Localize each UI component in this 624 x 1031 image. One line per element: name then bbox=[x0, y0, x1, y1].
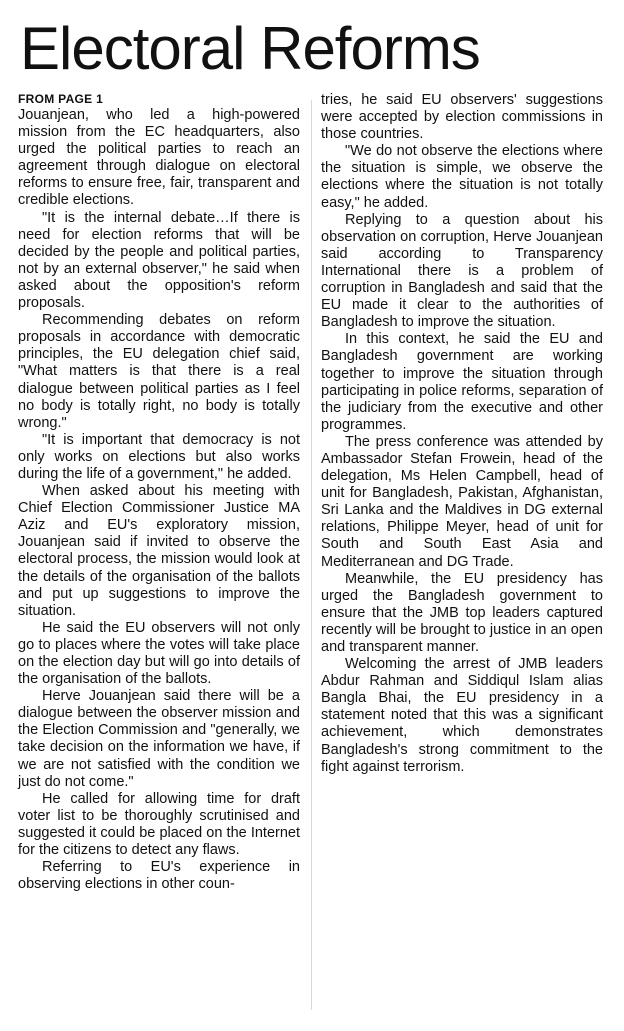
paragraph: He said the EU observers will not only go to places where the votes will take place on the election day but will go into details of the organisation of the ballots. bbox=[18, 619, 300, 688]
paragraph: "We do not observe the elections where the situation is simple, we observe the elections where the situation is not totally easy," he added. bbox=[321, 143, 603, 211]
paragraph: tries, he said EU observers' suggestions were accepted by election commissions in those countries. bbox=[321, 92, 603, 143]
paragraph: In this context, he said the EU and Bangladesh government are working together to improve the situation through participating in police reforms, separation of the judiciary from the executive and other programmes. bbox=[321, 331, 603, 433]
article-column-right bbox=[321, 92, 603, 776]
paragraph: "It is important that democracy is not only works on elections but also works during the life of a government," he added. bbox=[18, 431, 300, 482]
paragraph: The press conference was attended by Ambassador Stefan Frowein, head of the delegation, Ms Helen Campbell, head of unit for Bangladesh, Pakistan, Afghanistan, Sri Lanka and the Maldives in DG external relations, Philippe Meyer, head of unit for South and South East Asia and Mediterranean and DG Trade. bbox=[321, 433, 603, 570]
paragraph: Meanwhile, the EU presidency has urged the Bangladesh government to ensure that the JMB top leaders captured recently will be brought to justice in an open and transparent manner. bbox=[321, 570, 603, 655]
headline: Electoral Reforms bbox=[20, 15, 480, 82]
paragraph: Herve Jouanjean said there will be a dialogue between the observer mission and the Election Commission and "generally, we take decision on the information we have, if we are not satisfied with the condition we just do not come." bbox=[18, 688, 300, 790]
paragraph: Replying to a question about his observation on corruption, Herve Jouanjean said according to Transparency International there is a problem of corruption in Bangladesh and said that the EU made it clear to the authorities of Bangladesh to improve the situation. bbox=[321, 211, 603, 331]
paragraph: Referring to EU's experience in observing elections in other coun- bbox=[18, 859, 300, 893]
paragraph: Jouanjean, who led a high-powered mission from the EC headquarters, also urged the political parties to reach an agreement through dialogue on electoral reforms to ensure free, fair, transparent and credible elections. bbox=[18, 107, 300, 209]
column-divider bbox=[311, 100, 312, 1010]
paragraph: Recommending debates on reform proposals in accordance with democratic principles, the EU delegation chief said, "What matters is that there is a real dialogue between political parties as I feel no body is totally right, no body is totally wrong." bbox=[18, 312, 300, 431]
paragraph: Welcoming the arrest of JMB leaders Abdur Rahman and Siddiqul Islam alias Bangla Bhai, the EU presidency in a statement noted that this was a significant achievement, which demonstrates Bangladesh's strong commitment to the fight against terrorism. bbox=[321, 656, 603, 775]
kicker: FROM PAGE 1 bbox=[18, 92, 104, 106]
article-column-left bbox=[18, 92, 300, 893]
paragraph: "It is the internal debate…If there is need for election reforms that will be decided by the people and political parties, not by an external observer," he said when asked about the opposition's reform proposals. bbox=[18, 209, 300, 312]
paragraph: He called for allowing time for draft voter list to be thoroughly scrutinised and suggested it could be placed on the Internet for the citizens to detect any flaws. bbox=[18, 790, 300, 859]
paragraph: When asked about his meeting with Chief Election Commissioner Justice MA Aziz and EU's exploratory mission, Jouanjean said if invited to observe the electoral process, the mission would look at the details of the organisation of the ballots and put up suggestions to improve the situation. bbox=[18, 483, 300, 619]
